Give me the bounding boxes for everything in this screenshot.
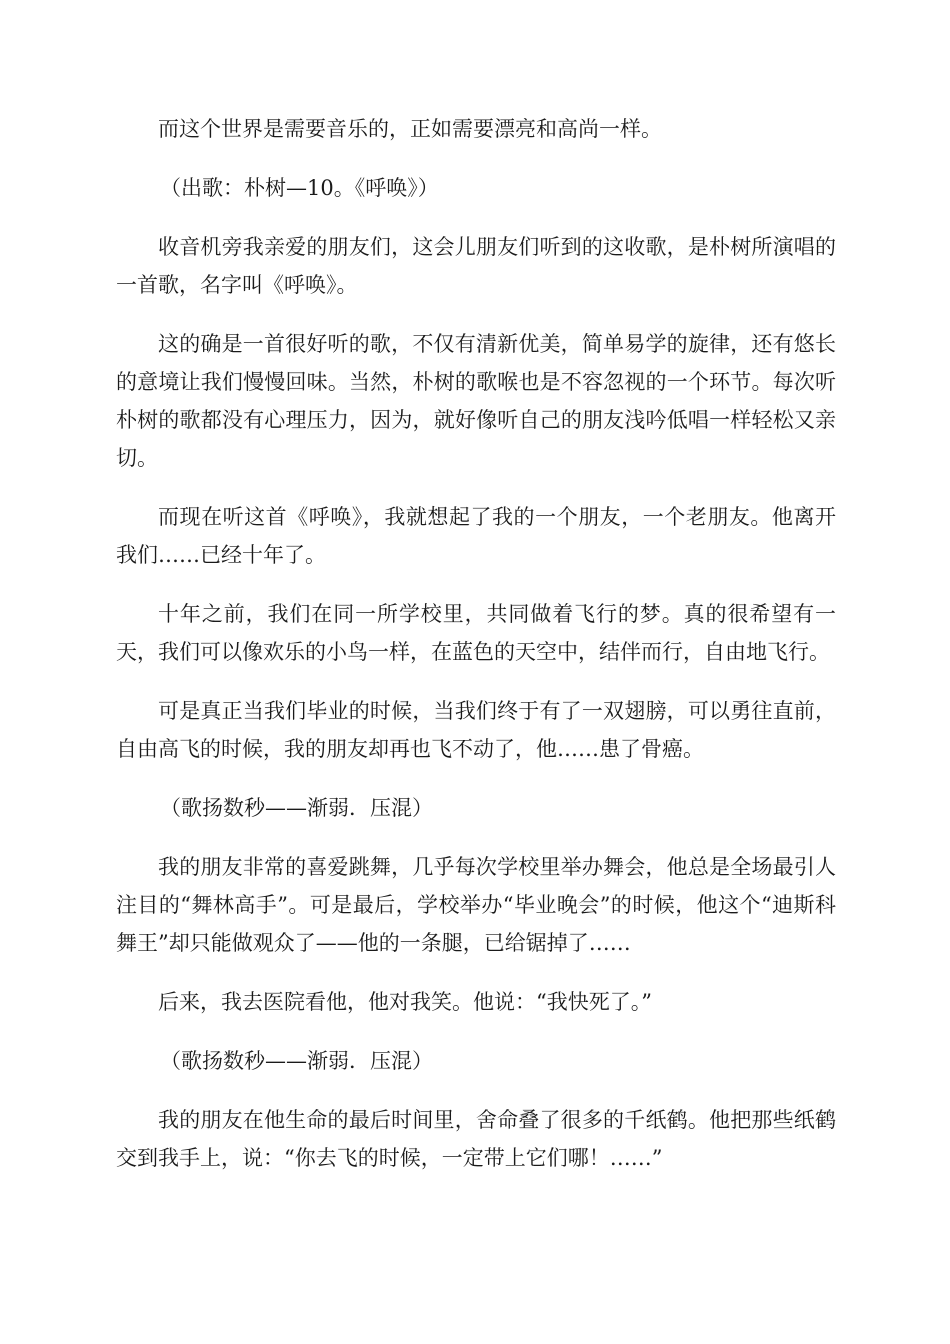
paragraph: 而现在听这首《呼唤》，我就想起了我的一个朋友，一个老朋友。他离开我们……已经十年了。 <box>116 505 836 567</box>
document-body <box>116 110 836 1198</box>
paragraph: 我的朋友在他生命的最后时间里，舍命叠了很多的千纸鹤。他把那些纸鹤交到我手上，说：“你去飞的时候，一定带上它们哪！……” <box>116 1108 836 1170</box>
paragraph: 而这个世界是需要音乐的，正如需要漂亮和高尚一样。 <box>158 117 662 141</box>
paragraph: 后来，我去医院看他，他对我笑。他说：“我快死了。” <box>158 990 652 1014</box>
paragraph: 可是真正当我们毕业的时候，当我们终于有了一双翅膀，可以勇往直前，自由高飞的时候，我的朋友却再也飞不动了，他……患了骨癌。 <box>116 699 836 761</box>
paragraph: 十年之前，我们在同一所学校里，共同做着飞行的梦。真的很希望有一天，我们可以像欢乐的小鸟一样，在蓝色的天空中，结伴而行，自由地飞行。 <box>116 602 836 664</box>
stage-direction: （歌扬数秒——渐弱．压混） <box>160 796 433 820</box>
paragraph: 我的朋友非常的喜爱跳舞，几乎每次学校里举办舞会，他总是全场最引人注目的“舞林高手”。可是最后，学校举办“毕业晚会”的时候，他这个“迪斯科舞王”却只能做观众了——他的一条腿，已给锯掉了…… <box>116 855 836 955</box>
paragraph: 这的确是一首很好听的歌，不仅有清新优美，简单易学的旋律，还有悠长的意境让我们慢慢回味。当然，朴树的歌喉也是不容忽视的一个环节。每次听朴树的歌都没有心理压力，因为，就好像听自己的朋友浅吟低唱一样轻松又亲切。 <box>116 332 836 470</box>
paragraph: 收音机旁我亲爱的朋友们，这会儿朋友们听到的这收歌，是朴树所演唱的一首歌，名字叫《呼唤》。 <box>116 235 836 297</box>
stage-direction: （歌扬数秒——渐弱．压混） <box>160 1049 433 1073</box>
stage-direction: （出歌：朴树—10。《呼唤》） <box>160 176 439 200</box>
